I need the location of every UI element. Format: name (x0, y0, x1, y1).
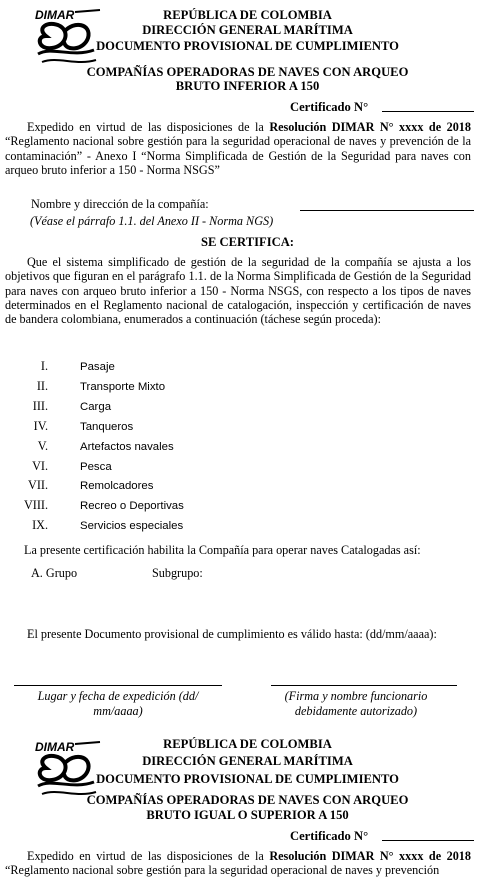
place-date-caption: Lugar y fecha de expedición (dd/ mm/aaaa) (37, 689, 199, 718)
certificate-number-field[interactable] (382, 840, 474, 841)
category-number: IV. (33, 419, 48, 433)
resolution-ref: Resolución DIMAR N° xxxx de 2018 (269, 120, 471, 134)
issued-paragraph: Expedido en virtud de las disposiciones de la Resolución DIMAR N° xxxx de 2018 “Reglamento nacional sobre gestión para la seguridad operacional de naves y prevención (5, 849, 471, 878)
category-number: III. (32, 399, 48, 413)
category-number: I. (40, 359, 48, 373)
certificate-number-label: Certificado N° (290, 100, 369, 114)
place-date-line[interactable] (14, 685, 222, 686)
issued-paragraph: Expedido en virtud de las disposiciones de la Resolución DIMAR N° xxxx de 2018 “Reglamento nacional sobre gestión para la seguridad operacional de naves y prevención de la contaminación” - Anexo I “Norma Simplificada de Gestión de la Seguridad para naves con arqueo bruto inferior a 150 - Norma NSGS” (5, 120, 471, 177)
certificate-number-label: Certificado N° (290, 829, 369, 843)
category-label[interactable]: Artefactos navales (80, 441, 174, 453)
category-number: V. (37, 439, 48, 453)
header-line: REPÚBLICA DE COLOMBIA (163, 8, 332, 22)
header-line: BRUTO INFERIOR A 150 (175, 79, 320, 93)
company-label: Nombre y dirección de la compañía: (31, 197, 209, 211)
header-line: DOCUMENTO PROVISIONAL DE CUMPLIMIENTO (96, 39, 399, 53)
category-number: II. (36, 379, 48, 393)
category-label[interactable]: Transporte Mixto (80, 381, 166, 393)
header-line: COMPAÑÍAS OPERADORAS DE NAVES CON ARQUEO (86, 793, 409, 807)
header-line: DOCUMENTO PROVISIONAL DE CUMPLIMIENTO (96, 772, 399, 786)
enable-text: La presente certificación habilita la Compañía para operar naves Catalogadas así: (24, 543, 421, 557)
category-number: VIII. (23, 498, 48, 512)
category-number: VI. (32, 459, 48, 473)
subgroup-label: Subgrupo: (152, 566, 203, 580)
category-label[interactable]: Tanqueros (80, 421, 134, 433)
logo-text: DIMAR (35, 8, 75, 22)
header-line: DIRECCIÓN GENERAL MARÍTIMA (142, 754, 353, 768)
category-number: VII. (28, 478, 48, 492)
category-label[interactable]: Pasaje (80, 361, 115, 373)
category-number: IX. (32, 518, 48, 532)
category-label[interactable]: Recreo o Deportivas (80, 500, 184, 512)
category-label[interactable]: Carga (80, 401, 112, 413)
category-label[interactable]: Remolcadores (80, 480, 154, 492)
header-line: BRUTO IGUAL O SUPERIOR A 150 (146, 808, 349, 822)
category-label[interactable]: Servicios especiales (80, 520, 184, 532)
logo-text: DIMAR (35, 740, 75, 754)
header-line: DIRECCIÓN GENERAL MARÍTIMA (142, 23, 353, 37)
certifies-title: SE CERTIFICA: (201, 235, 294, 249)
resolution-ref: Resolución DIMAR N° xxxx de 2018 (269, 849, 471, 863)
certificate-number-field[interactable] (382, 111, 474, 112)
signature-caption: (Firma y nombre funcionario debidamente autorizado) (284, 689, 428, 718)
certifies-paragraph: Que el sistema simplificado de gestión de la seguridad de la compañía se ajusta a los objetivos que figuran en el parágrafo 1.1. de la Norma Simplificada de Gestión de la Seguridad para naves con arqueo bruto inferior a 150 - Norma NSGS, con respecto a los tipos de naves determinados en el Reglamento nacional de catalogación, inspección y certificación de naves de bandera colombiana, enumerados a continuación (táchese según proceda): (5, 255, 471, 327)
company-field[interactable] (300, 210, 474, 211)
validity-text: El presente Documento provisional de cumplimiento es válido hasta: (dd/mm/aaaa): (27, 627, 437, 641)
header-line: REPÚBLICA DE COLOMBIA (163, 737, 332, 751)
category-label[interactable]: Pesca (80, 461, 112, 473)
company-note: (Véase el párrafo 1.1. del Anexo II - Norma NGS) (30, 214, 274, 228)
header-line: COMPAÑÍAS OPERADORAS DE NAVES CON ARQUEO (86, 65, 409, 79)
group-label: A. Grupo (31, 566, 78, 580)
signature-line[interactable] (271, 685, 457, 686)
